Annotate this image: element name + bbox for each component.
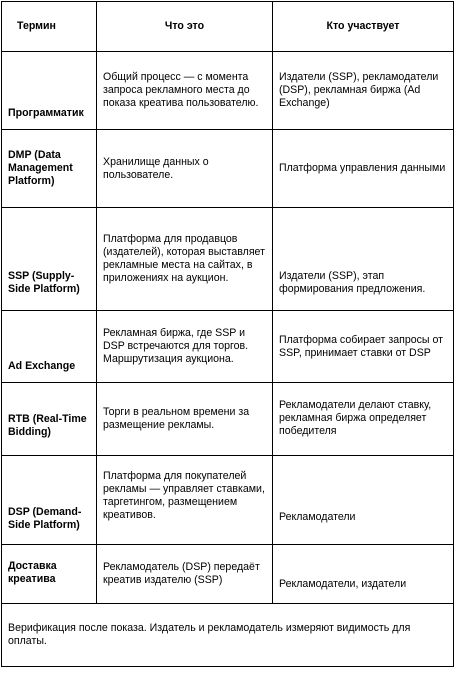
term-cell: Программатик	[2, 52, 97, 130]
glossary-table	[1, 1, 454, 667]
what-cell: Торги в реальном времени за размещение рекламы.	[97, 383, 273, 456]
header-who: Кто участвует	[273, 2, 454, 52]
what-cell: Рекламодатель (DSP) передаёт креатив издателю (SSP)	[97, 545, 273, 604]
header-row	[2, 2, 454, 52]
term-cell: SSP (Supply-Side Platform)	[2, 208, 97, 311]
who-cell: Рекламодатели, издатели	[273, 545, 454, 604]
footer-row	[2, 604, 454, 667]
table-row	[2, 383, 454, 456]
who-cell: Издатели (SSP), рекламодатели (DSP), рекламная биржа (Ad Exchange)	[273, 52, 454, 130]
header-what: Что это	[97, 2, 273, 52]
table-row	[2, 52, 454, 130]
who-cell: Издатели (SSP), этап формирования предложения.	[273, 208, 454, 311]
term-cell: DSP (Demand-Side Platform)	[2, 456, 97, 545]
who-cell: Рекламодатели	[273, 456, 454, 545]
table-row	[2, 545, 454, 604]
what-cell: Общий процесс — с момента запроса рекламного места до показа креатива пользователю.	[97, 52, 273, 130]
who-cell: Платформа собирает запросы от SSP, принимает ставки от DSP	[273, 311, 454, 383]
table-row	[2, 208, 454, 311]
who-cell: Платформа управления данными	[273, 130, 454, 208]
footer-note: Верификация после показа. Издатель и рекламодатель измеряют видимость для оплаты.	[2, 604, 454, 667]
table-row	[2, 311, 454, 383]
what-cell: Хранилище данных о пользователе.	[97, 130, 273, 208]
term-cell: Ad Exchange	[2, 311, 97, 383]
what-cell: Платформа для покупателей рекламы — управляет ставками, таргетингом, размещением креативов.	[97, 456, 273, 545]
term-cell: RTB (Real-Time Bidding)	[2, 383, 97, 456]
who-cell: Рекламодатели делают ставку, рекламная биржа определяет победителя	[273, 383, 454, 456]
term-cell: Доставка креатива	[2, 545, 97, 604]
table-row	[2, 456, 454, 545]
header-term: Термин	[2, 2, 97, 52]
what-cell: Платформа для продавцов (издателей), которая выставляет рекламные места на сайтах, в приложениях на аукцион.	[97, 208, 273, 311]
table-row	[2, 130, 454, 208]
term-cell: DMP (Data Management Platform)	[2, 130, 97, 208]
what-cell: Рекламная биржа, где SSP и DSP встречаются для торгов. Маршрутизация аукциона.	[97, 311, 273, 383]
